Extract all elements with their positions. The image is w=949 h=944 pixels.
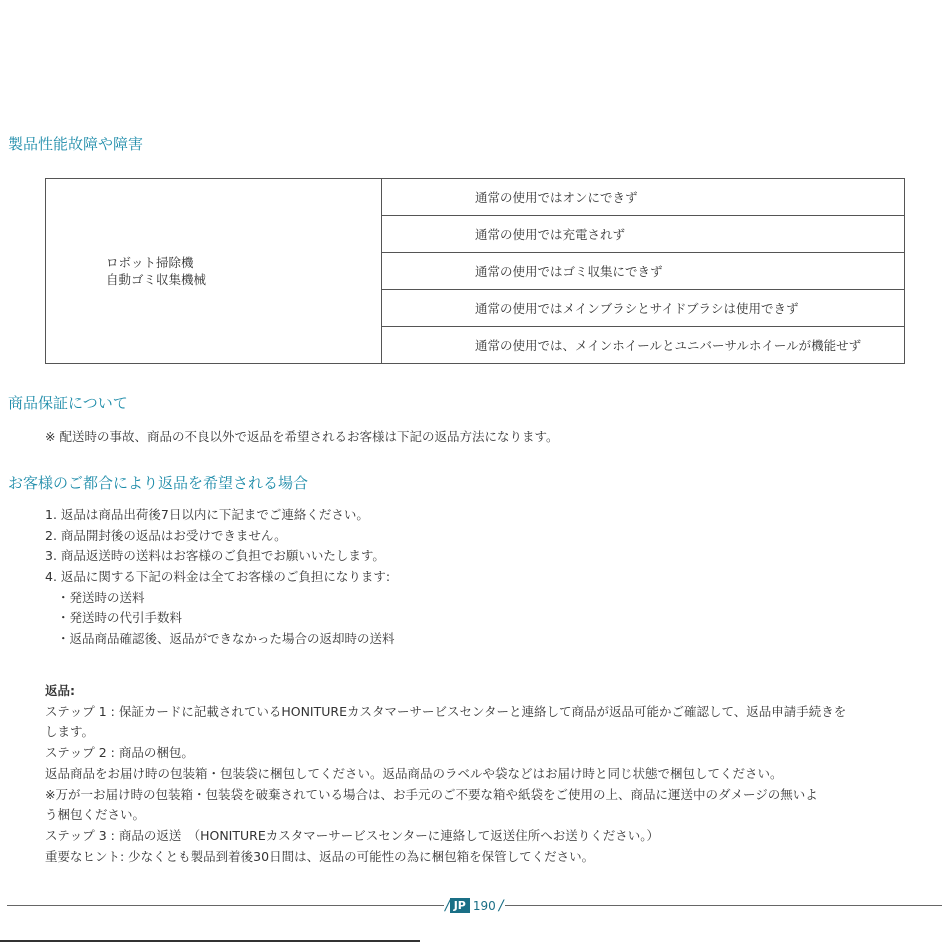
slash-decoration: / [445, 897, 450, 914]
returns-line: ステップ 2 : 商品の梱包。 [45, 745, 194, 760]
returns-line: ステップ 1 : 保証カードに記載されているHONITUREカスタマーサービスセンターと連絡して商品が返品可能かご確認して、返品申請手続きを [45, 704, 847, 719]
fault-cell: 通常の使用では、メインホイールとユニバーサルホイールが機能せず [382, 327, 905, 364]
fault-cell: 通常の使用では充電されず [382, 216, 905, 253]
language-badge: JP [450, 898, 470, 913]
returns-line: ステップ 3 : 商品の返送 （HONITUREカスタマーサービスセンターに連絡して返送住所へお送りください。） [45, 828, 659, 843]
list-item: 2. 商品開封後の返品はお受けできません。 [45, 528, 287, 543]
section-heading-warranty: 商品保証について [8, 394, 128, 412]
sub-list-item: ・発送時の代引手数料 [57, 610, 183, 625]
fault-cell: 通常の使用ではゴミ収集にできず [382, 253, 905, 290]
returns-line: 重要なヒント: 少なくとも製品到着後30日間は、返品の可能性の為に梱包箱を保管してください。 [45, 849, 595, 864]
returns-line: う梱包ください。 [45, 807, 146, 822]
product-name-1: ロボット掃除機 [106, 255, 194, 270]
section-heading-product-faults: 製品性能故障や障害 [8, 135, 144, 153]
product-cell [46, 179, 382, 364]
slash-decoration: / [498, 897, 504, 914]
page-badge [445, 897, 504, 914]
returns-label: 返品: [45, 683, 75, 698]
returns-line: 返品商品をお届け時の包装箱・包装袋に梱包してください。返品商品のラベルや袋などはお届け時と同じ状態で梱包してください。 [45, 766, 783, 781]
product-name-2: 自動ゴミ収集機械 [106, 272, 207, 287]
fault-table [45, 178, 905, 364]
bottom-edge-line [0, 940, 420, 942]
returns-line: ※万が一お届け時の包装箱・包装袋を破棄されている場合は、お手元のご不要な箱や紙袋をご使用の上、商品に運送中のダメージの無いよ [45, 787, 818, 802]
list-item: 1. 返品は商品出荷後7日以内に下記までご連絡ください。 [45, 507, 369, 522]
returns-line: します。 [45, 724, 95, 739]
section-heading-customer-returns: お客様のご都合により返品を希望される場合 [8, 474, 309, 492]
sub-list-item: ・返品商品確認後、返品ができなかった場合の返却時の送料 [57, 631, 395, 646]
page-number: 190 [472, 898, 496, 913]
sub-list-item: ・発送時の送料 [57, 590, 145, 605]
list-item: 3. 商品返送時の送料はお客様のご負担でお願いいたします。 [45, 548, 385, 563]
warranty-note: ※ 配送時の事故、商品の不良以外で返品を希望されるお客様は下記の返品方法になります。 [45, 429, 559, 444]
fault-cell: 通常の使用ではメインブラシとサイドブラシは使用できず [382, 290, 905, 327]
list-item: 4. 返品に関する下記の料金は全てお客様のご負担になります: [45, 569, 391, 584]
fault-cell: 通常の使用ではオンにできず [382, 179, 905, 216]
footer-divider-right [505, 905, 942, 906]
footer-divider-left [7, 905, 444, 906]
table-row [46, 179, 905, 216]
